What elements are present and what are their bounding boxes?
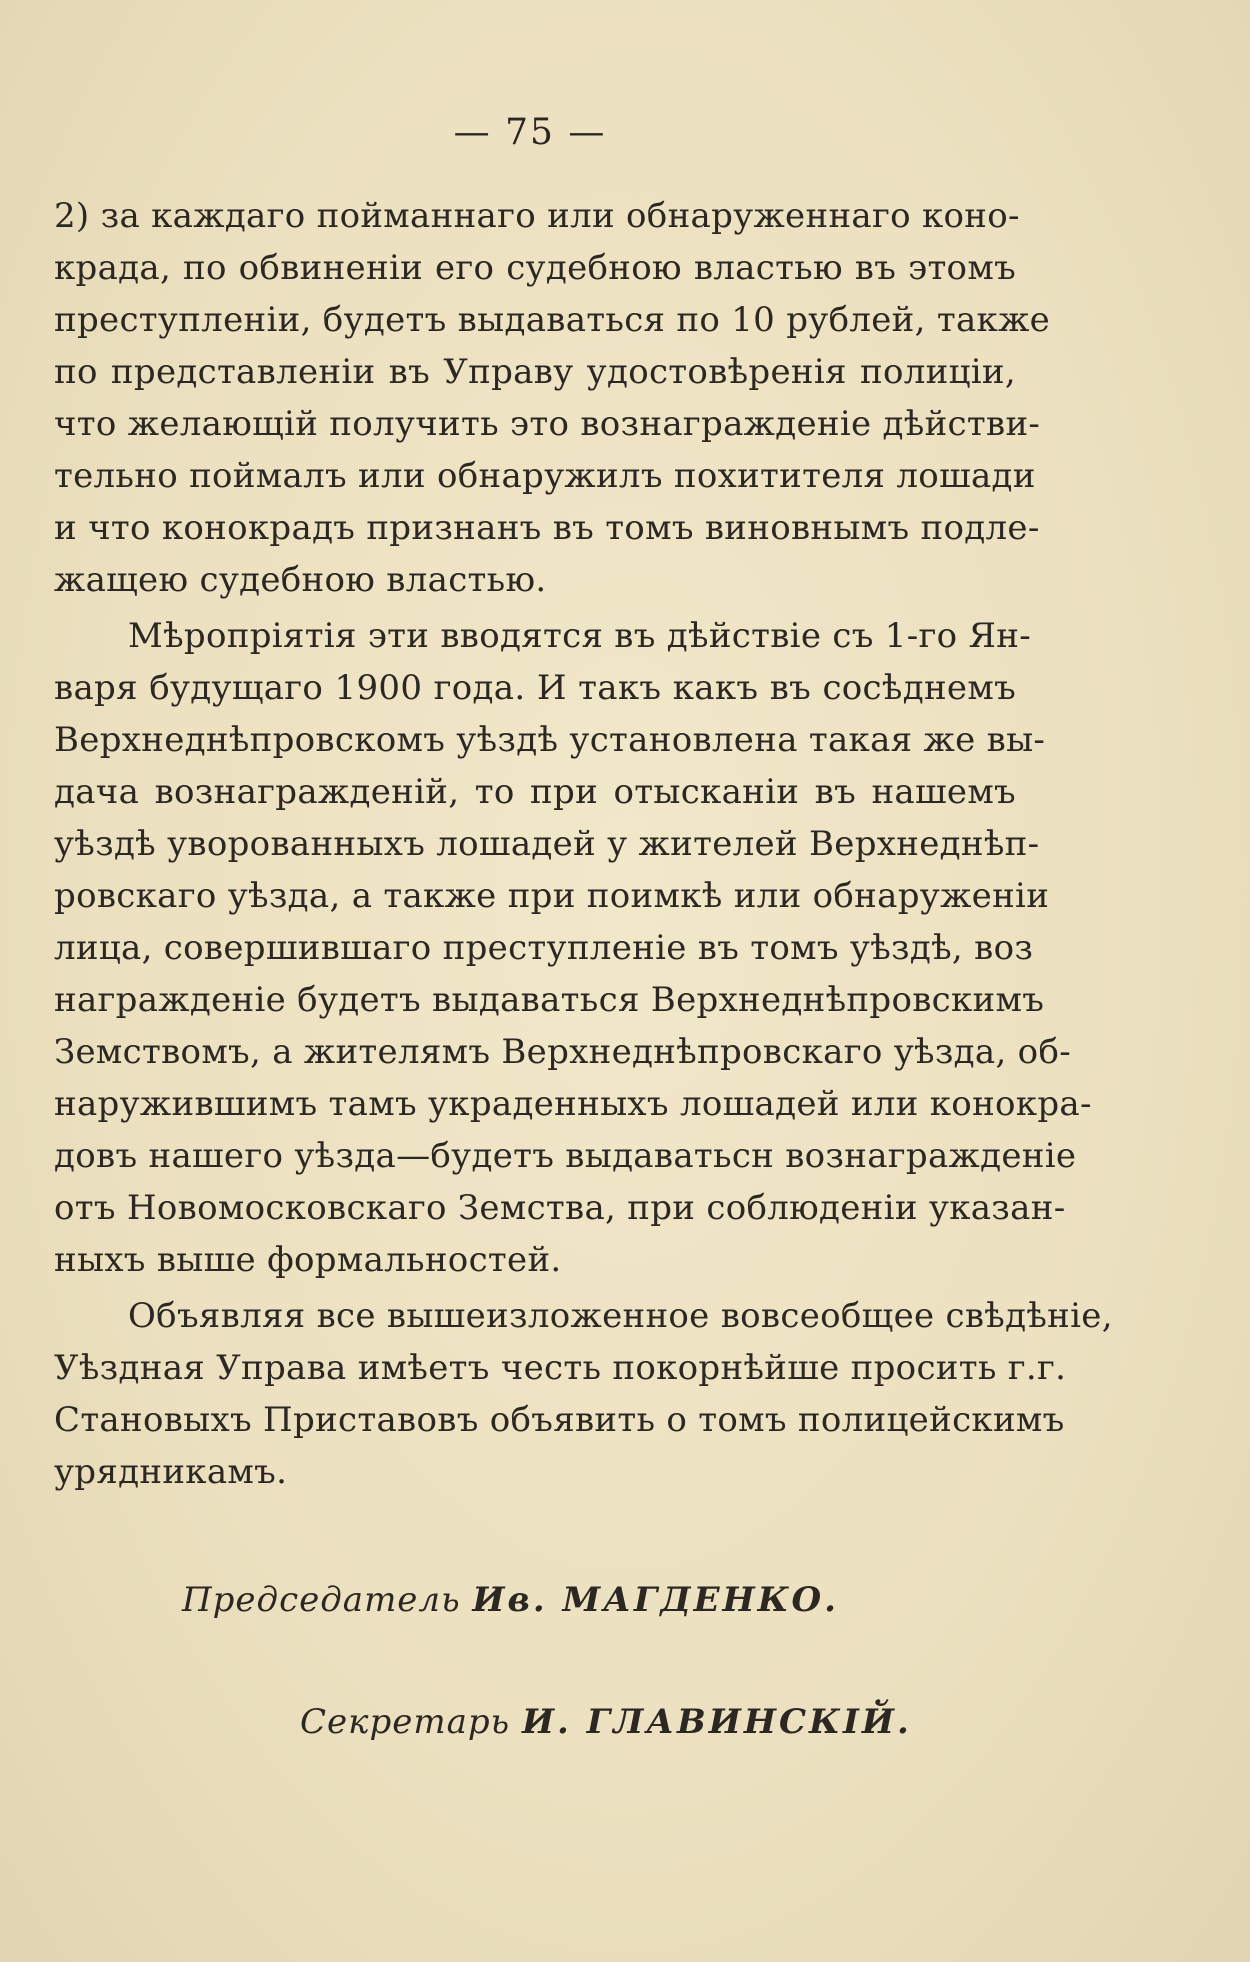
text-line: и что конокрадъ признанъ въ томъ виновнымъ подле-: [54, 508, 1040, 548]
text-line: крада, по обвиненіи его судебною властью въ этомъ: [54, 248, 1016, 288]
paragraph-3: [54, 1290, 1113, 1498]
text-line: Становыхъ Приставовъ объявить о томъ полицейскимъ: [54, 1400, 1065, 1440]
text-line: урядникамъ.: [54, 1452, 288, 1492]
secretary-name: И. ГЛАВИНСКІЙ.: [521, 1702, 912, 1742]
secretary-title: Секретарь: [300, 1702, 511, 1742]
text-line: Мѣропріятія эти вводятся въ дѣйствіе съ 1-го Ян-: [128, 616, 1031, 656]
text-line: преступленіи, будетъ выдаваться по 10 рублей, также: [54, 300, 1051, 340]
secretary-signature: [300, 1702, 912, 1742]
text-line: жащею судебною властью.: [54, 560, 547, 600]
chairman-name: Ив. МАГДЕНКО.: [472, 1580, 839, 1620]
text-line: лица, совершившаго преступленіе въ томъ уѣздѣ, воз: [54, 928, 1034, 968]
paragraph-2: [54, 610, 1092, 1286]
text-line: довъ нашего уѣзда—будетъ выдаватьсн вознагражденіе: [54, 1136, 1077, 1176]
body-text: [54, 190, 1113, 1498]
text-line: Объявляя все вышеизложенное вовсеобщее свѣдѣніе,: [128, 1296, 1113, 1336]
text-line: варя будущаго 1900 года. И такъ какъ въ сосѣднемъ: [54, 668, 1016, 708]
text-line: что желающій получить это вознагражденіе дѣйстви-: [54, 404, 1041, 444]
text-line: ровскаго уѣзда, а также при поимкѣ или обнаруженіи: [54, 876, 1050, 916]
text-line: Верхнеднѣпровскомъ уѣздѣ установлена такая же вы-: [54, 720, 1046, 760]
page-number: — 75 —: [453, 112, 607, 153]
text-line: ныхъ выше формальностей.: [54, 1240, 562, 1280]
text-line: Уѣздная Управа имѣетъ честь покорнѣйше просить г.г.: [54, 1348, 1067, 1388]
paragraph-1: [54, 190, 1051, 606]
text-line: уѣздѣ уворованныхъ лошадей у жителей Верхнеднѣп-: [54, 824, 1040, 864]
text-line: награжденіе будетъ выдаваться Верхнеднѣпровскимъ: [54, 980, 1045, 1020]
text-line: по представленіи въ Управу удостовѣренія полиціи,: [54, 352, 1016, 392]
text-line: тельно поймалъ или обнаружилъ похитителя лошади: [54, 456, 1036, 496]
text-line: отъ Новомосковскаго Земства, при соблюденіи указан-: [54, 1188, 1066, 1228]
chairman-title: Председатель: [182, 1580, 461, 1620]
text-line: дача вознагражденій, то при отысканіи въ нашемъ: [54, 772, 1016, 812]
text-line: Земствомъ, а жителямъ Верхнеднѣпровскаго уѣзда, об-: [54, 1032, 1072, 1072]
text-line: наружившимъ тамъ украденныхъ лошадей или конокра-: [54, 1084, 1092, 1124]
chairman-signature: [182, 1580, 839, 1620]
text-line: 2) за каждаго пойманнаго или обнаруженнаго коно-: [54, 196, 1020, 236]
